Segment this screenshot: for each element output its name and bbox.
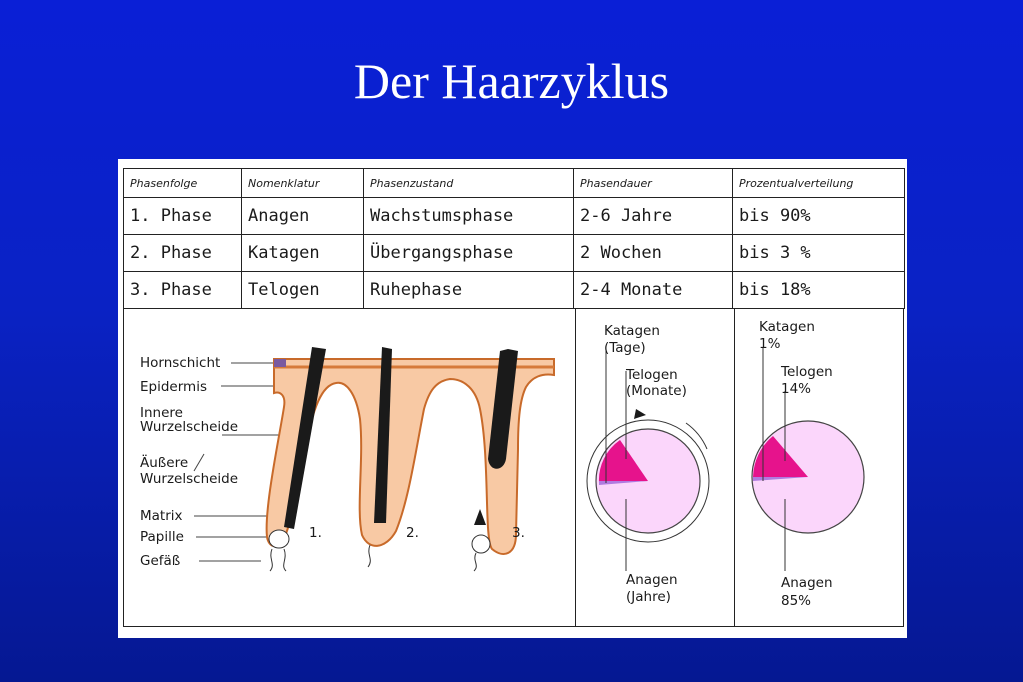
- label-aeussere: Äußere: [140, 455, 189, 471]
- header-nomenklatur: Nomenklatur: [242, 169, 364, 198]
- table-row: [124, 235, 905, 272]
- stage-label-2: 2.: [406, 525, 419, 541]
- table-row: [124, 198, 905, 235]
- stage-label-3: 3.: [512, 525, 525, 541]
- label-epidermis: Epidermis: [140, 379, 207, 395]
- table-cell: Anagen: [242, 198, 364, 235]
- duration-label-anagen-unit: (Jahre): [626, 589, 671, 605]
- distribution-label-katagen: Katagen: [759, 319, 815, 335]
- table-cell: 2-4 Monate: [574, 272, 733, 309]
- header-prozentualverteilung: Prozentualverteilung: [733, 169, 905, 198]
- label-aeussere-wurzelscheide: Wurzelscheide: [140, 471, 239, 487]
- table-cell: Übergangsphase: [364, 235, 574, 272]
- distribution-label-anagen: Anagen: [781, 575, 833, 591]
- header-phasenzustand: Phasenzustand: [364, 169, 574, 198]
- duration-label-katagen: Katagen: [604, 323, 660, 339]
- label-gefaess: Gefäß: [140, 553, 181, 569]
- label-innere-wurzelscheide: Wurzelscheide: [140, 419, 239, 435]
- distribution-label-katagen-value: 1%: [759, 336, 781, 352]
- header-phasendauer: Phasendauer: [574, 169, 733, 198]
- table-cell: Telogen: [242, 272, 364, 309]
- table-row: [124, 272, 905, 309]
- stage-label-1: 1.: [309, 525, 322, 541]
- distribution-label-anagen-value: 85%: [781, 593, 812, 609]
- table-cell: 2-6 Jahre: [574, 198, 733, 235]
- duration-label-telogen: Telogen: [626, 367, 678, 383]
- slide-title: Der Haarzyklus: [353, 53, 670, 109]
- table-cell: 2. Phase: [124, 235, 242, 272]
- table-cell: bis 3 %: [733, 235, 905, 272]
- table-cell: bis 18%: [733, 272, 905, 309]
- table-cell: 2 Wochen: [574, 235, 733, 272]
- table-cell: 1. Phase: [124, 198, 242, 235]
- label-matrix: Matrix: [140, 508, 183, 524]
- header-phasenfolge: Phasenfolge: [124, 169, 242, 198]
- distribution-label-telogen: Telogen: [781, 364, 833, 380]
- label-hornschicht: Hornschicht: [140, 355, 221, 371]
- hair-cycle-figure: [118, 159, 907, 638]
- phase-table: [123, 168, 905, 309]
- table-cell: Ruhephase: [364, 272, 574, 309]
- duration-label-anagen: Anagen: [626, 572, 678, 588]
- distribution-pie-panel: [734, 309, 904, 627]
- duration-label-telogen-unit: (Monate): [626, 383, 687, 399]
- table-cell: 3. Phase: [124, 272, 242, 309]
- label-innere: Innere: [140, 405, 183, 421]
- duration-pie-panel: [575, 309, 735, 627]
- table-cell: Wachstumsphase: [364, 198, 574, 235]
- follicle-diagram-panel: [123, 309, 576, 627]
- duration-label-katagen-unit: (Tage): [604, 340, 646, 356]
- table-header-row: [124, 169, 905, 198]
- label-papille: Papille: [140, 529, 184, 545]
- table-cell: Katagen: [242, 235, 364, 272]
- distribution-label-telogen-value: 14%: [781, 381, 812, 397]
- table-cell: bis 90%: [733, 198, 905, 235]
